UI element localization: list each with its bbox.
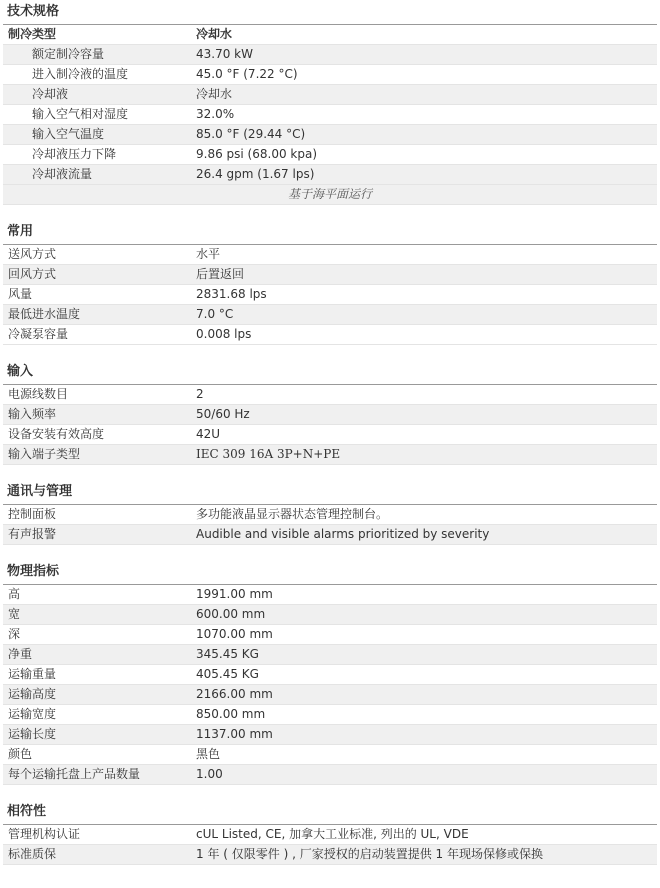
spec-value: 2 — [196, 387, 204, 401]
spec-label: 运输高度 — [8, 687, 57, 701]
spec-label: 冷却液压力下降 — [32, 147, 117, 161]
spec-value: 后置返回 — [196, 267, 245, 281]
spec-value: 冷却水 — [196, 27, 233, 41]
spec-row — [3, 725, 657, 745]
spec-label: 最低进水温度 — [8, 307, 81, 321]
spec-value: 2831.68 lps — [196, 287, 267, 301]
spec-label: 有声报警 — [8, 527, 57, 541]
spec-section — [3, 360, 657, 465]
spec-row — [3, 125, 657, 145]
spec-row — [3, 585, 657, 605]
spec-value: 600.00 mm — [196, 607, 266, 621]
spec-row — [3, 305, 657, 325]
section-gap — [3, 205, 657, 220]
spec-row — [3, 85, 657, 105]
spec-value: 42U — [196, 427, 221, 441]
spec-label: 冷却液 — [32, 87, 69, 101]
spec-label: 管理机构认证 — [8, 827, 81, 841]
spec-row — [3, 285, 657, 305]
section-title: 通讯与管理 — [3, 480, 657, 505]
spec-row — [3, 605, 657, 625]
spec-row — [3, 685, 657, 705]
spec-label: 高 — [8, 587, 21, 601]
spec-value: 2166.00 mm — [196, 687, 273, 701]
spec-section — [3, 800, 657, 865]
spec-label: 设备安装有效高度 — [8, 427, 105, 441]
section-gap — [3, 785, 657, 800]
spec-label: 电源线数目 — [8, 387, 69, 401]
spec-row — [3, 265, 657, 285]
spec-row — [3, 25, 657, 45]
spec-row — [3, 525, 657, 545]
spec-label: 回风方式 — [8, 267, 57, 281]
spec-label: 运输重量 — [8, 667, 57, 681]
spec-value: 黑色 — [196, 747, 221, 761]
spec-row — [3, 445, 657, 465]
spec-value: 1991.00 mm — [196, 587, 273, 601]
spec-value: 45.0 °F (7.22 °C) — [196, 67, 298, 81]
spec-row — [3, 325, 657, 345]
spec-value: 水平 — [196, 247, 221, 261]
section-gap — [3, 465, 657, 480]
section-gap — [3, 345, 657, 360]
spec-label: 控制面板 — [8, 507, 57, 521]
spec-section — [3, 560, 657, 785]
spec-row — [3, 705, 657, 725]
spec-row — [3, 405, 657, 425]
spec-label: 进入制冷液的温度 — [32, 67, 129, 81]
spec-label: 标准质保 — [8, 847, 57, 861]
spec-row — [3, 45, 657, 65]
section-title: 常用 — [3, 220, 657, 245]
spec-label: 风量 — [8, 287, 33, 301]
spec-row — [3, 145, 657, 165]
spec-row — [3, 105, 657, 125]
spec-label: 额定制冷容量 — [32, 47, 105, 61]
spec-row — [3, 165, 657, 185]
spec-row — [3, 845, 657, 865]
spec-label: 输入空气温度 — [32, 127, 105, 141]
spec-value: 32.0% — [196, 107, 235, 121]
spec-value: 0.008 lps — [196, 327, 252, 341]
spec-row — [3, 425, 657, 445]
spec-row — [3, 825, 657, 845]
spec-label: 运输宽度 — [8, 707, 57, 721]
spec-value: 9.86 psi (68.00 kpa) — [196, 147, 318, 161]
spec-value: 1137.00 mm — [196, 727, 273, 741]
spec-value: Audible and visible alarms prioritized by severity — [196, 527, 490, 541]
section-title: 相符性 — [3, 800, 657, 825]
spec-row — [3, 645, 657, 665]
spec-value: 26.4 gpm (1.67 lps) — [196, 167, 315, 181]
spec-label: 每个运输托盘上产品数量 — [8, 767, 141, 781]
spec-value: 43.70 kW — [196, 47, 253, 61]
spec-row — [3, 505, 657, 525]
spec-row — [3, 665, 657, 685]
spec-value: 1070.00 mm — [196, 627, 273, 641]
spec-value: 1 年 ( 仅限零件 ) , 厂家授权的启动装置提供 1 年现场保修或保换 — [196, 847, 543, 861]
spec-label: 深 — [8, 627, 21, 641]
spec-row — [3, 625, 657, 645]
spec-label: 冷却液流量 — [32, 167, 93, 181]
section-gap — [3, 545, 657, 560]
spec-value: 405.45 KG — [196, 667, 259, 681]
spec-value: 7.0 °C — [196, 307, 234, 321]
spec-label: 宽 — [8, 607, 21, 621]
section-title: 物理指标 — [3, 560, 657, 585]
spec-value: 850.00 mm — [196, 707, 266, 721]
spec-value: IEC 309 16A 3P+N+PE — [196, 447, 341, 461]
spec-label: 制冷类型 — [8, 27, 57, 41]
spec-section — [3, 220, 657, 345]
spec-label: 输入端子类型 — [8, 447, 81, 461]
section-title: 输入 — [3, 360, 657, 385]
spec-label: 颜色 — [8, 747, 33, 761]
spec-value: 冷却水 — [196, 87, 233, 101]
spec-row — [3, 385, 657, 405]
spec-section — [3, 0, 657, 205]
spec-label: 输入频率 — [8, 407, 57, 421]
spec-label: 送风方式 — [8, 247, 57, 261]
spec-value: 85.0 °F (29.44 °C) — [196, 127, 306, 141]
spec-value: 1.00 — [196, 767, 223, 781]
spec-value: 50/60 Hz — [196, 407, 250, 421]
spec-value: 多功能液晶显示器状态管理控制台。 — [196, 507, 389, 521]
spec-row — [3, 245, 657, 265]
spec-section — [3, 480, 657, 545]
spec-row — [3, 745, 657, 765]
section-note: 基于海平面运行 — [3, 185, 657, 205]
spec-label: 输入空气相对湿度 — [32, 107, 129, 121]
spec-label: 净重 — [8, 647, 33, 661]
spec-row — [3, 65, 657, 85]
spec-row — [3, 765, 657, 785]
spec-value: cUL Listed, CE, 加拿大工业标准, 列出的 UL, VDE — [196, 827, 469, 841]
spec-label: 冷凝泵容量 — [8, 327, 69, 341]
section-title: 技术规格 — [3, 0, 657, 25]
spec-label: 运输长度 — [8, 727, 57, 741]
spec-value: 345.45 KG — [196, 647, 259, 661]
